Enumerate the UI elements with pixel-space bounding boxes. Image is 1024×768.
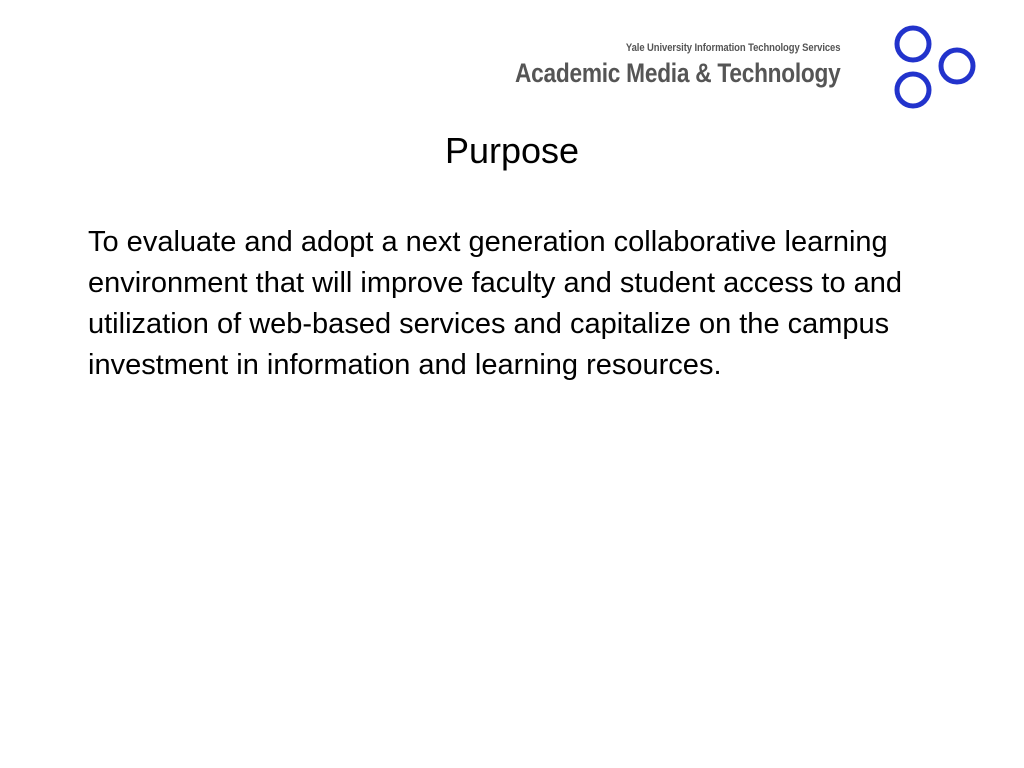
ring-right: [941, 50, 973, 82]
logo-name: Academic Media & Technology: [514, 58, 840, 88]
academic-media-technology-logo: [514, 22, 978, 112]
rings-logo-icon: [894, 22, 978, 112]
slide-body-text: To evaluate and adopt a next generation collaborative learning environment that will improve faculty and student access to and utilization of web-based services and capitalize on the campus investment in information and learning resources.: [88, 226, 903, 381]
ring-bottom: [897, 74, 929, 106]
logo-subtitle: Yale University Information Technology Services: [625, 42, 840, 54]
slide-title: Purpose: [444, 130, 580, 171]
ring-top: [897, 28, 929, 60]
